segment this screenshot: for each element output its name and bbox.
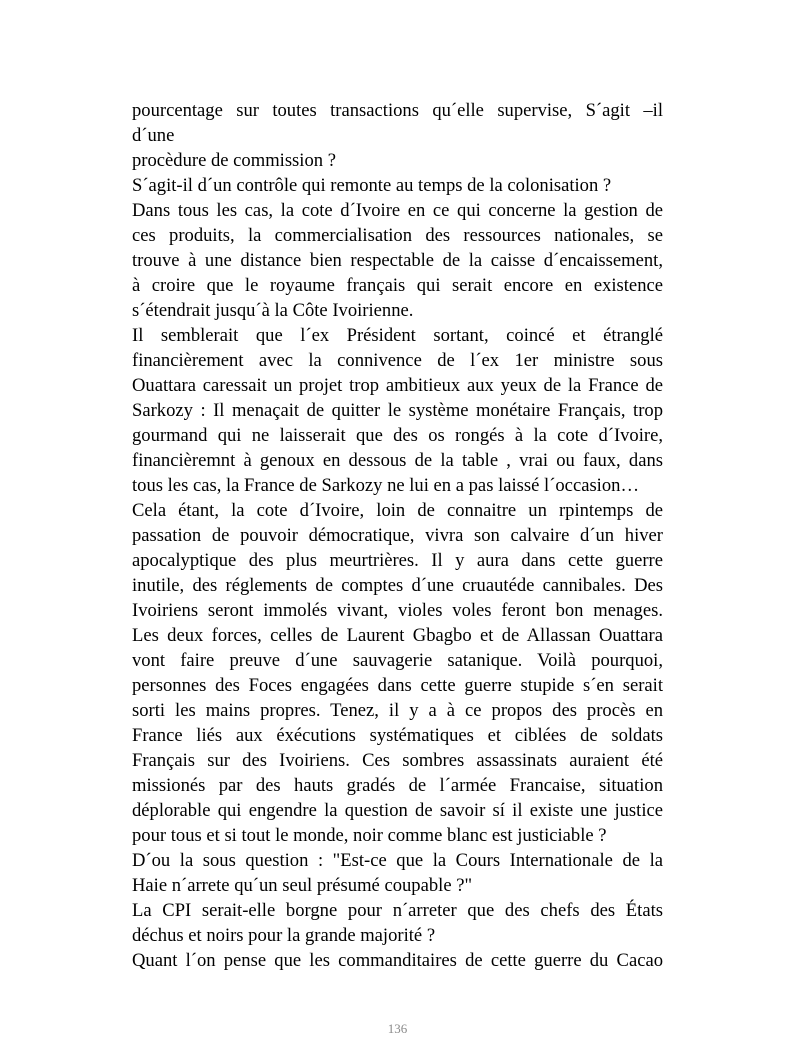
- text-line: France liés aux éxécutions systématiques et ciblées de soldats: [132, 725, 663, 746]
- text-line: ces produits, la commercialisation des ressources nationales, se: [132, 225, 663, 246]
- text-line: sorti les mains propres. Tenez, il y a à ce propos des procès en: [132, 700, 663, 721]
- text-line: Haie n´arrete qu´un seul présumé coupable ?": [132, 875, 473, 896]
- text-line: passation de pouvoir démocratique, vivra son calvaire d´un hiver: [132, 525, 663, 546]
- text-line: s´étendrait jusqu´à la Côte Ivoirienne.: [132, 300, 414, 321]
- text-line: La CPI serait-elle borgne pour n´arreter que des chefs des États: [132, 900, 663, 921]
- text-line: Français sur des Ivoiriens. Ces sombres assassinats auraient été: [132, 750, 663, 771]
- text-line: pour tous et si tout le monde, noir comme blanc est justiciable ?: [132, 825, 607, 846]
- body-text: [132, 98, 663, 973]
- text-line: Les deux forces, celles de Laurent Gbagbo et de Allassan Ouattara: [132, 625, 663, 646]
- text-line: déchus et noirs pour la grande majorité ?: [132, 925, 436, 946]
- text-line: gourmand qui ne laisserait que des os rongés à la cote d´Ivoire,: [132, 425, 663, 446]
- text-line: missionés par des hauts gradés de l´armée Francaise, situation: [132, 775, 663, 796]
- text-line: Ivoiriens seront immolés vivant, violes voles feront bon menages.: [132, 600, 663, 621]
- text-line: Cela étant, la cote d´Ivoire, loin de connaitre un rpintemps de: [132, 500, 663, 521]
- text-line: S´agit-il d´un contrôle qui remonte au temps de la colonisation ?: [132, 175, 612, 196]
- text-line: Quant l´on pense que les commanditaires de cette guerre du Cacao: [132, 950, 663, 971]
- text-line: Sarkozy : Il menaçait de quitter le système monétaire Français, trop: [132, 400, 663, 421]
- text-line: à croire que le royaume français qui serait encore en existence: [132, 275, 663, 296]
- text-line: Ouattara caressait un projet trop ambitieux aux yeux de la France de: [132, 375, 663, 396]
- text-line: trouve à une distance bien respectable de la caisse d´encaissement,: [132, 250, 663, 271]
- text-line: D´ou la sous question : "Est-ce que la Cours Internationale de la: [132, 850, 663, 871]
- text-line: Dans tous les cas, la cote d´Ivoire en ce qui concerne la gestion de: [132, 200, 663, 221]
- text-line: inutile, des réglements de comptes d´une cruautéde cannibales. Des: [132, 575, 663, 596]
- text-line: d´une: [132, 125, 175, 146]
- page-number: 136: [387, 1021, 408, 1036]
- text-line: vont faire preuve d´une sauvagerie satanique. Voilà pourquoi,: [132, 650, 663, 671]
- text-line: tous les cas, la France de Sarkozy ne lui en a pas laissé l´occasion…: [132, 475, 640, 496]
- text-line: procèdure de commission ?: [132, 150, 336, 171]
- text-line: apocalyptique des plus meurtrières. Il y aura dans cette guerre: [132, 550, 663, 571]
- text-line: déplorable qui engendre la question de savoir sí il existe une justice: [132, 800, 663, 821]
- text-line: Il semblerait que l´ex Président sortant, coincé et étranglé: [132, 325, 663, 346]
- text-line: financièremnt à genoux en dessous de la table , vrai ou faux, dans: [132, 450, 663, 471]
- text-line: personnes des Foces engagées dans cette guerre stupide s´en serait: [132, 675, 663, 696]
- text-line: pourcentage sur toutes transactions qu´elle supervise, S´agit –il: [132, 100, 663, 121]
- text-line: financièrement avec la connivence de l´ex 1er ministre sous: [132, 350, 663, 371]
